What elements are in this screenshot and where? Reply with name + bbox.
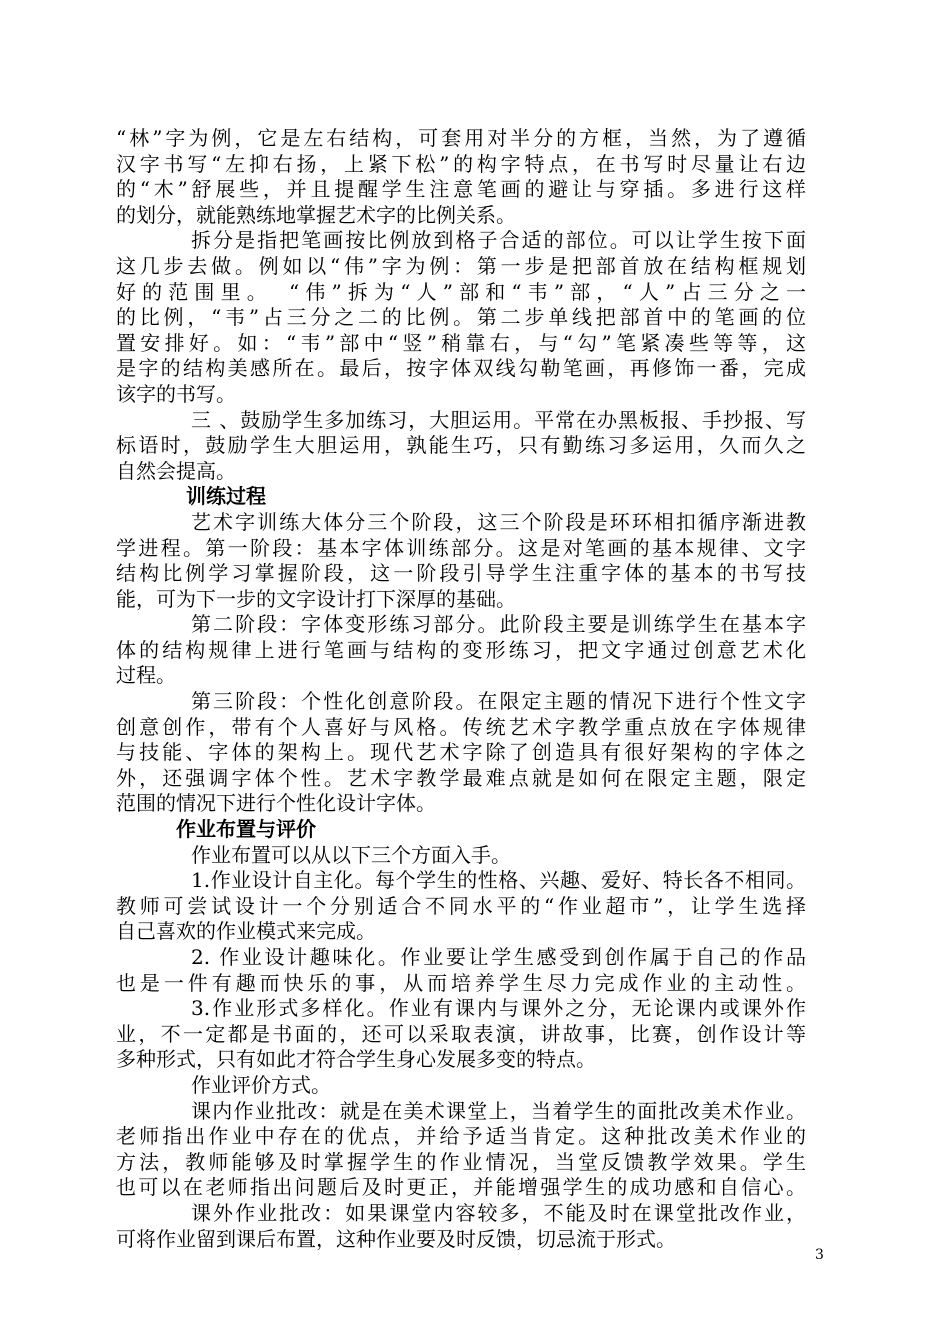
section-heading: 训练过程 <box>186 484 266 509</box>
text-line: 置安排好。如：“韦”部中“竖”稍靠右，与“勾”笔紧凑些等等，这 <box>116 330 806 355</box>
text-line: 结构比例学习掌握阶段，这一阶段引导学生注重字体的基本的书写技 <box>116 561 806 586</box>
text-line: 可将作业留到课后布置，这种作业要及时反馈，切忌流于形式。 <box>116 1226 676 1251</box>
text-line: 该字的书写。 <box>116 381 236 406</box>
paragraph-first-line: 课外作业批改：如果课堂内容较多，不能及时在课堂批改作业， <box>191 1200 806 1225</box>
text-line: 与技能、字体的架构上。现代艺术字除了创造具有很好架构的字体之 <box>116 740 806 765</box>
paragraph-first-line: 1.作业设计自主化。每个学生的性格、兴趣、爱好、特长各不相同。 <box>191 868 806 893</box>
text-line: 自己喜欢的作业模式来完成。 <box>116 919 376 944</box>
document-body <box>116 126 806 1252</box>
text-line: 业，不一定都是书面的，还可以采取表演，讲故事，比赛，创作设计等 <box>116 1021 806 1046</box>
text-line: 方法，教师能够及时掌握学生的作业情况，当堂反馈教学效果。学生 <box>116 1149 806 1174</box>
section-heading: 作业布置与评价 <box>176 817 316 842</box>
paragraph-first-line: 第三阶段：个性化创意阶段。在限定主题的情况下进行个性文字 <box>191 689 806 714</box>
paragraph-first-line: 3.作业形式多样化。作业有课内与课外之分，无论课内或课外作 <box>191 996 806 1021</box>
text-line: 汉字书写“左抑右扬，上紧下松”的构字特点，在书写时尽量让右边 <box>116 151 806 176</box>
text-line: 体的结构规律上进行笔画与结构的变形练习，把文字通过创意艺术化 <box>116 637 806 662</box>
text-line: 能，可为下一步的文字设计打下深厚的基础。 <box>116 586 516 611</box>
page-number: 3 <box>815 1247 824 1263</box>
paragraph-first-line: 三 、鼓励学生多加练习，大胆运用。平常在办黑板报、手抄报、写 <box>191 407 806 432</box>
text-line: 也是一件有趣而快乐的事，从而培养学生尽力完成作业的主动性。 <box>116 970 806 995</box>
text-line: 老师指出作业中存在的优点，并给予适当肯定。这种批改美术作业的 <box>116 1124 806 1149</box>
paragraph-first-line: 拆分是指把笔画按比例放到格子合适的部位。可以让学生按下面 <box>191 228 806 253</box>
text-line: 过程。 <box>116 663 176 688</box>
paragraph-first-line: 课内作业批改：就是在美术课堂上，当着学生的面批改美术作业。 <box>191 1098 806 1123</box>
text-line: 创意创作，带有个人喜好与风格。传统艺术字教学重点放在字体规律 <box>116 714 806 739</box>
paragraph-first-line: 艺术字训练大体分三个阶段，这三个阶段是环环相扣循序渐进教 <box>191 509 806 534</box>
text-line: 学进程。第一阶段：基本字体训练部分。这是对笔画的基本规律、文字 <box>116 535 806 560</box>
paragraph-first-line: 2. 作业设计趣味化。作业要让学生感受到创作属于自己的作品 <box>191 945 806 969</box>
text-line: 范围的情况下进行个性化设计字体。 <box>116 791 436 816</box>
text-line: 教师可尝试设计一个分别适合不同水平的“作业超市”，让学生选择 <box>116 893 806 918</box>
paragraph-first-line: 第二阶段：字体变形练习部分。此阶段主要是训练学生在基本字 <box>191 612 806 637</box>
text-line: 的“木”舒展些，并且提醒学生注意笔画的避让与穿插。多进行这样 <box>116 177 806 202</box>
text-line: 的比例，“韦”占三分之二的比例。第二步单线把部首中的笔画的位 <box>116 305 806 330</box>
text-line: 也可以在老师指出问题后及时更正，并能增强学生的成功感和自信心。 <box>116 1175 806 1200</box>
text-line: 这几步去做。例如以“伟”字为例：第一步是把部首放在结构框规划 <box>116 253 806 278</box>
text-line: 自然会提高。 <box>116 458 236 483</box>
text-line: 的划分，就能熟练地掌握艺术字的比例关系。 <box>116 202 516 227</box>
text-line: 多种形式，只有如此才符合学生身心发展多变的特点。 <box>116 1047 596 1072</box>
text-line: 标语时，鼓励学生大胆运用，孰能生巧，只有勤练习多运用，久而久之 <box>116 433 806 458</box>
text-line: 是字的结构美感所在。最后，按字体双线勾勒笔画，再修饰一番，完成 <box>116 356 806 381</box>
text-line: “林”字为例，它是左右结构，可套用对半分的方框，当然，为了遵循 <box>116 126 806 150</box>
text-line: 好的范围里。 “伟”拆为“人”部和“韦”部，“人”占三分之一 <box>116 279 806 304</box>
paragraph-first-line: 作业评价方式。 <box>191 1072 331 1097</box>
text-line: 外，还强调字体个性。艺术字教学最难点就是如何在限定主题，限定 <box>116 765 806 790</box>
paragraph-first-line: 作业布置可以从以下三个方面入手。 <box>191 842 511 867</box>
